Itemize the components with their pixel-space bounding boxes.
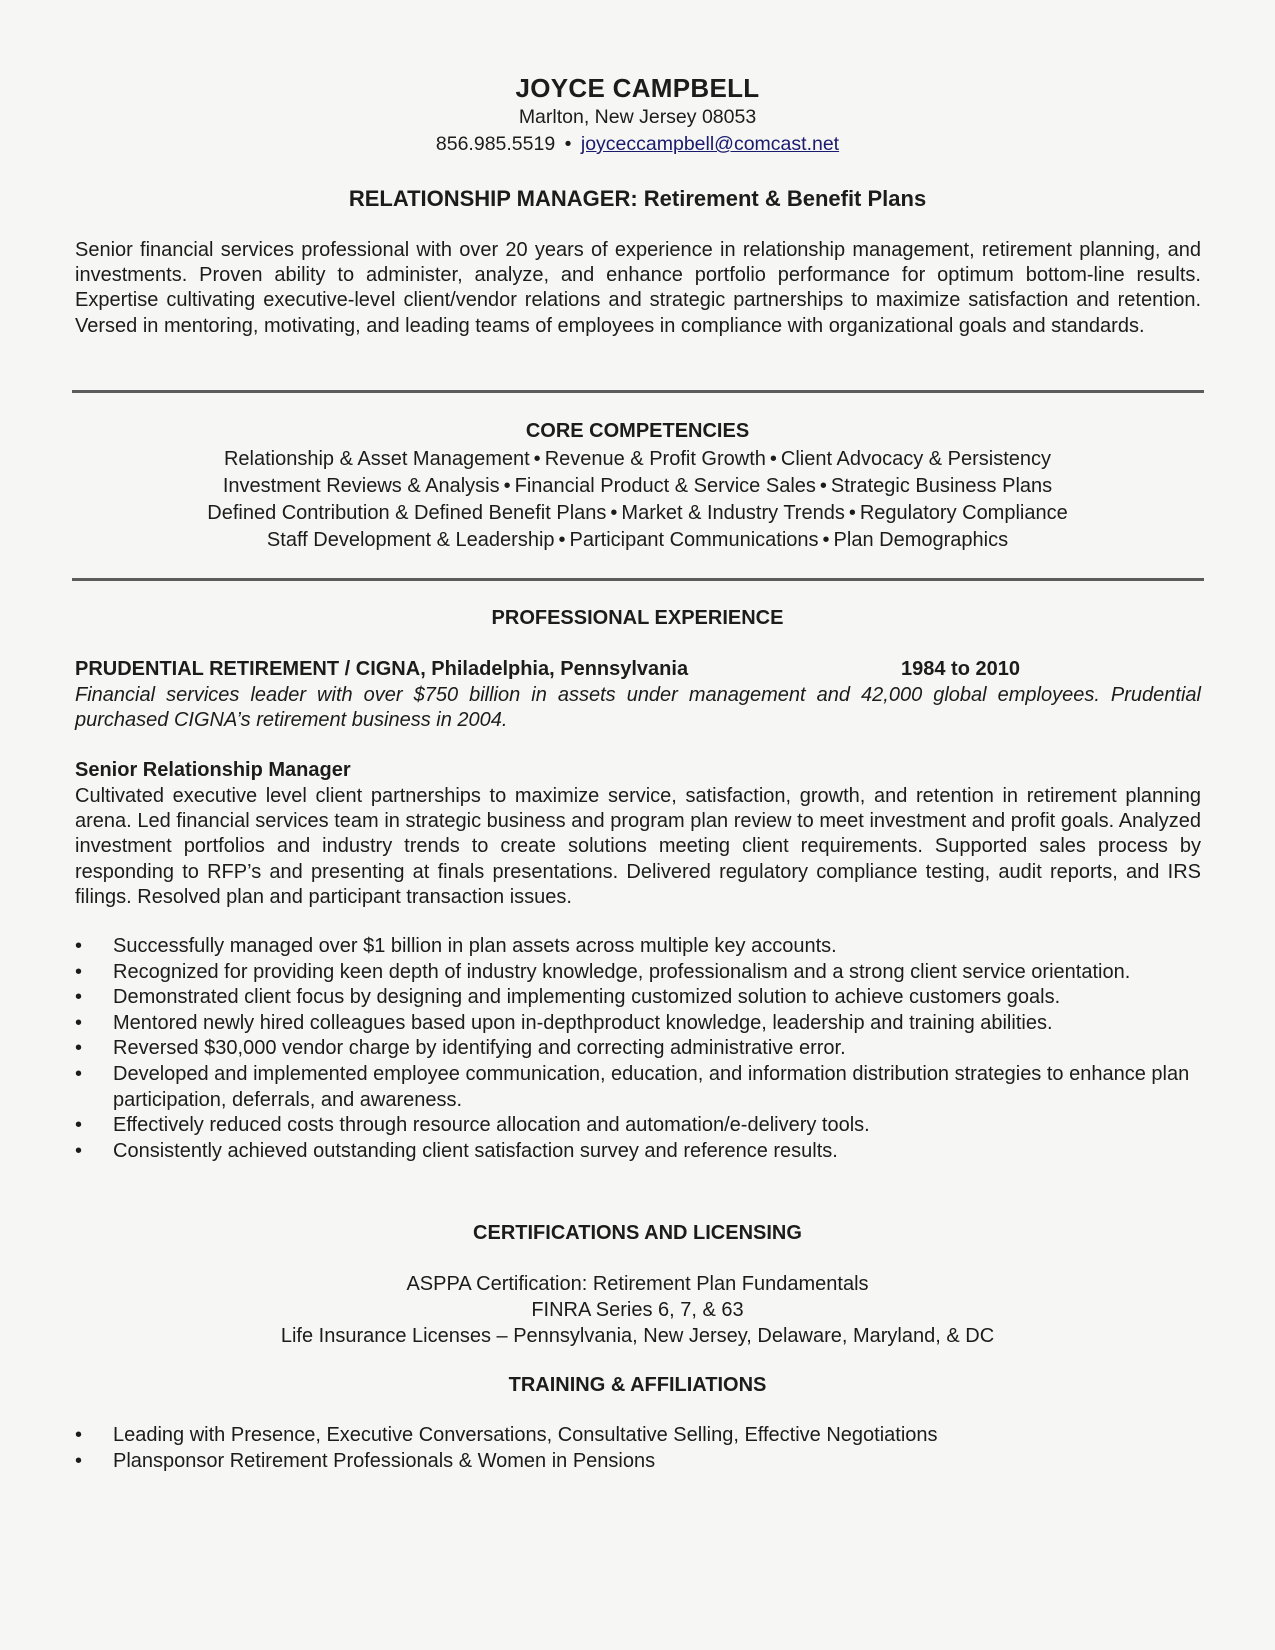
competency-item: Investment Reviews & Analysis — [222, 475, 500, 497]
bullet-separator: • — [822, 529, 830, 551]
certification-line: ASPPA Certification: Retirement Plan Fundamentals — [406, 1273, 869, 1295]
summary-paragraph: Senior financial services professional with over 20 years of experience in relationship management, retirement planning, and investments. Proven ability to administer, analyze, and enhance portfolio performance for optimum bottom-line results. Expertise cultivating executive-level client/vendor relations and strategic partnerships to maximize satisfaction and retention. Versed in mentoring, motivating, and leading teams of employees in compliance with organizational goals and standards. — [75, 239, 1201, 337]
job-description: Cultivated executive level client partnerships to maximize service, satisfaction, growth, and retention in retirement planning arena. Led financial services team in strategic business and program plan review to meet investment and profit goals. Analyzed investment portfolios and industry trends to create solutions meeting client requirements. Supported sales process by responding to RFP’s and presenting at finals presentations. Delivered regulatory compliance testing, audit reports, and IRS filings. Resolved plan and participant transaction issues. — [75, 785, 1201, 908]
competency-item: Defined Contribution & Defined Benefit Plans — [207, 502, 607, 524]
list-item — [75, 1011, 1201, 1037]
competency-item: Revenue & Profit Growth — [544, 448, 766, 470]
section-divider — [72, 390, 1204, 393]
section-divider — [72, 578, 1204, 581]
competency-item: Relationship & Asset Management — [223, 448, 530, 470]
bullet-separator: • — [848, 502, 856, 524]
experience-heading: PROFESSIONAL EXPERIENCE — [491, 607, 784, 629]
list-item — [75, 934, 1201, 960]
training-heading: TRAINING & AFFILIATIONS — [508, 1374, 767, 1396]
competency-item: Client Advocacy & Persistency — [780, 448, 1052, 470]
list-item-text: Demonstrated client focus by designing and implementing customized solution to achieve customers goals. — [113, 986, 1061, 1009]
bullet-icon: • — [75, 1114, 83, 1137]
candidate-name: JOYCE CAMPBELL — [515, 73, 760, 103]
bullet-separator: • — [819, 475, 827, 497]
company-description: Financial services leader with over $750 billion in assets under management and 42,000 global employees. Prudential purchased CIGNA’s retirement business in 2004. — [75, 684, 1201, 732]
list-item-text: Reversed $30,000 vendor charge by identifying and correcting administrative error. — [113, 1037, 846, 1060]
list-item-text: Mentored newly hired colleagues based upon in-depthproduct knowledge, leadership and training abilities. — [113, 1011, 1053, 1034]
bullet-separator: • — [558, 529, 566, 551]
competency-item: Staff Development & Leadership — [266, 529, 555, 551]
competency-item: Plan Demographics — [833, 529, 1009, 551]
list-item — [75, 1113, 1201, 1139]
list-item-text: Recognized for providing keen depth of industry knowledge, professionalism and a strong client service orientation. — [113, 960, 1131, 983]
certifications-list — [0, 1271, 1275, 1349]
bullet-icon: • — [75, 1424, 83, 1446]
bullet-separator: • — [533, 448, 541, 470]
list-item — [75, 1449, 1201, 1475]
achievements-list — [75, 934, 1201, 1164]
bullet-separator: • — [610, 502, 618, 524]
bullet-separator: • — [769, 448, 777, 470]
competency-row — [0, 473, 1275, 500]
bullet-icon: • — [75, 935, 83, 957]
bullet-icon: • — [75, 1037, 83, 1060]
list-item — [75, 960, 1201, 986]
list-item-text: Successfully managed over $1 billion in plan assets across multiple key accounts. — [113, 935, 837, 957]
list-item-text: Plansponsor Retirement Professionals & Women in Pensions — [113, 1449, 656, 1472]
training-list — [75, 1423, 1201, 1474]
bullet-icon: • — [75, 1011, 83, 1034]
bullet-icon: • — [75, 986, 83, 1009]
bullet-icon: • — [75, 960, 83, 983]
bullet-separator: • — [564, 133, 572, 155]
list-item — [75, 1062, 1201, 1113]
bullet-icon: • — [75, 1062, 83, 1085]
list-item — [75, 1139, 1201, 1165]
email-link[interactable]: joyceccampbell@comcast.net — [580, 133, 840, 155]
list-item-text: Effectively reduced costs through resource allocation and automation/e-delivery tools. — [113, 1114, 870, 1137]
employment-dates: 1984 to 2010 — [901, 658, 1020, 680]
competency-row — [0, 446, 1275, 473]
competency-item: Financial Product & Service Sales — [514, 475, 816, 497]
bullet-icon: • — [75, 1139, 83, 1162]
list-item — [75, 985, 1201, 1011]
competency-row — [0, 527, 1275, 554]
competencies-list — [0, 446, 1275, 554]
bullet-separator: • — [503, 475, 511, 497]
company-name: PRUDENTIAL RETIREMENT / CIGNA, Philadelphia, Pennsylvania — [75, 658, 689, 680]
resume-headline: RELATIONSHIP MANAGER: Retirement & Benefit Plans — [348, 186, 927, 211]
list-item — [75, 1036, 1201, 1062]
contact-line — [0, 133, 1275, 156]
competency-item: Strategic Business Plans — [830, 475, 1053, 497]
job-title: Senior Relationship Manager — [75, 759, 351, 781]
competency-item: Regulatory Compliance — [859, 502, 1068, 524]
certification-line: FINRA Series 6, 7, & 63 — [531, 1299, 744, 1321]
competency-row — [0, 500, 1275, 527]
list-item-text: Developed and implemented employee communication, education, and information distribution strategies to enhance plan participation, deferrals, and awareness. — [113, 1062, 1190, 1111]
certifications-heading: CERTIFICATIONS AND LICENSING — [473, 1222, 802, 1244]
company-line — [75, 658, 1201, 681]
address-line: Marlton, New Jersey 08053 — [518, 106, 757, 128]
list-item-text: Leading with Presence, Executive Conversations, Consultative Selling, Effective Negotiations — [113, 1424, 938, 1446]
list-item-text: Consistently achieved outstanding client satisfaction survey and reference results. — [113, 1139, 838, 1162]
competency-item: Market & Industry Trends — [621, 502, 845, 524]
certification-line: Life Insurance Licenses – Pennsylvania, New Jersey, Delaware, Maryland, & DC — [280, 1325, 995, 1347]
competency-item: Participant Communications — [569, 529, 819, 551]
phone-number: 856.985.5519 — [435, 133, 556, 155]
bullet-icon: • — [75, 1449, 83, 1472]
list-item — [75, 1423, 1201, 1449]
core-competencies-heading: CORE COMPETENCIES — [525, 420, 750, 442]
